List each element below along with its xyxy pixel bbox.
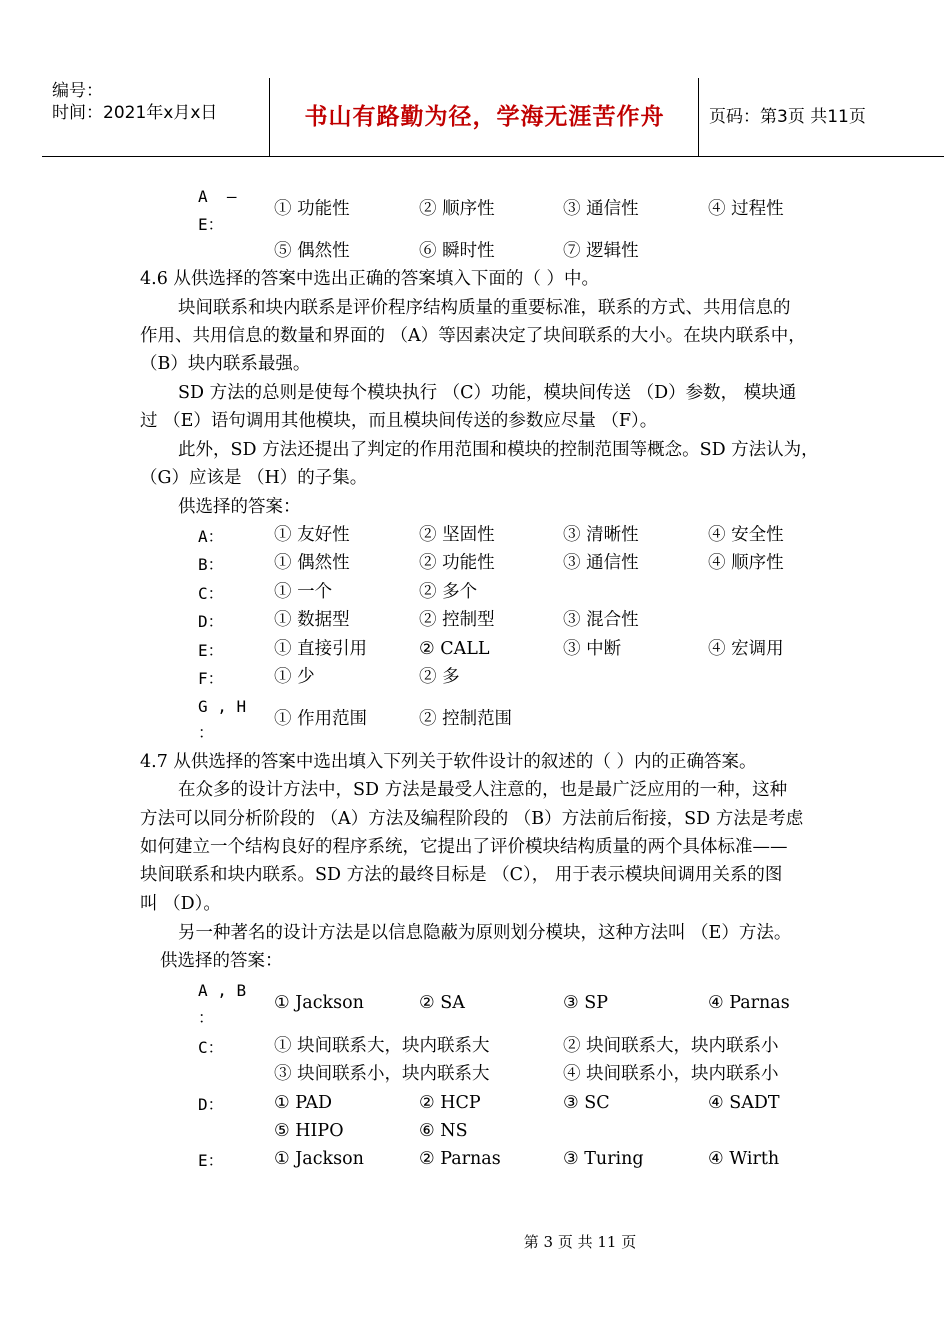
answer-option: ① 数据型 <box>274 610 350 630</box>
answer-option: ② CALL <box>419 639 490 659</box>
answer-option: ② 顺序性 <box>419 199 495 219</box>
answer-option: ② 控制范围 <box>419 709 513 729</box>
answer-option: ② Parnas <box>419 1149 501 1169</box>
answer-option: ④ 安全性 <box>708 525 784 545</box>
answer-option: ① Jackson <box>274 993 364 1013</box>
paragraph-line: 此外，SD 方法还提出了判定的作用范围和模块的控制范围等概念。SD 方法认为， <box>178 440 819 460</box>
answer-option: ② 多个 <box>419 582 478 602</box>
answer-option: ② 坚固性 <box>419 525 495 545</box>
answer-label-gh-line2: ： <box>198 723 215 742</box>
answer-label: E： <box>198 1151 224 1170</box>
answer-label: C： <box>198 1038 224 1057</box>
answer-option: ① 功能性 <box>274 199 350 219</box>
answer-option: ① 块间联系大，块内联系大 <box>274 1036 490 1056</box>
answer-option: ④ Wirth <box>708 1149 780 1169</box>
answer-label: D： <box>198 612 224 631</box>
answer-label-ab-line2: ： <box>198 1008 215 1027</box>
answer-option: ③ 混合性 <box>563 610 639 630</box>
answer-option: ④ SADT <box>708 1093 780 1113</box>
paragraph-line: 块间联系和块内联系。SD 方法的最终目标是 （C）， 用于表示模块间调用关系的图 <box>140 865 783 885</box>
answer-option: ① 友好性 <box>274 525 350 545</box>
answer-label-ab-line1: A , B <box>198 981 247 1000</box>
answer-option: ① 一个 <box>274 582 333 602</box>
answer-label: E： <box>198 641 224 660</box>
answer-option: ④ 顺序性 <box>708 553 784 573</box>
paragraph-line: 方法可以同分析阶段的 （A）方法及编程阶段的 （B）方法前后衔接，SD 方法是考虑 <box>140 809 804 829</box>
answer-option: ⑤ 偶然性 <box>274 241 350 261</box>
answer-option: ⑥ 瞬时性 <box>419 241 495 261</box>
answers-heading: 供选择的答案： <box>178 497 301 517</box>
paragraph-line: 过 （E）语句调用其他模块，而且模块间传送的参数应尽量 （F）。 <box>140 411 658 431</box>
answer-label-a-e-line2: E： <box>198 215 224 234</box>
answer-option: ② 块间联系大，块内联系小 <box>563 1036 779 1056</box>
answers-heading: 供选择的答案： <box>160 951 283 971</box>
answer-option: ④ Parnas <box>708 993 790 1013</box>
paragraph-line: SD 方法的总则是使每个模块执行 （C）功能，模块间传送 （D）参数， 模块通 <box>178 383 797 403</box>
answer-label: F： <box>198 669 224 688</box>
answer-label-a-e-line1: A – <box>198 187 237 206</box>
answer-option: ① 少 <box>274 667 315 687</box>
answer-option: ② HCP <box>419 1093 481 1113</box>
answer-option: ⑥ NS <box>419 1121 468 1141</box>
answer-option: ① Jackson <box>274 1149 364 1169</box>
header-motto: 书山有路勤为径，学海无涯苦作舟 <box>271 78 699 156</box>
document-number-label: 编号： <box>52 81 103 101</box>
page-header <box>42 78 944 157</box>
paragraph-line: 在众多的设计方法中，SD 方法是最受人注意的，也是最广泛应用的一种，这种 <box>178 780 788 800</box>
answer-option: ③ 通信性 <box>563 199 639 219</box>
answer-option: ① PAD <box>274 1093 333 1113</box>
answer-option: ① 偶然性 <box>274 553 350 573</box>
answer-option: ① 作用范围 <box>274 709 368 729</box>
answer-option: ⑤ HIPO <box>274 1121 344 1141</box>
paragraph-line: 叫 （D）。 <box>140 894 221 914</box>
answer-option: ④ 宏调用 <box>708 639 784 659</box>
paragraph-line: 如何建立一个结构良好的程序系统，它提出了评价模块结构质量的两个具体标准—— <box>140 837 788 857</box>
answer-label-gh-line1: G , H <box>198 697 247 716</box>
answer-option: ③ 清晰性 <box>563 525 639 545</box>
answer-option: ① 直接引用 <box>274 639 368 659</box>
paragraph-line: 块间联系和块内联系是评价程序结构质量的重要标准，联系的方式、共用信息的 <box>178 298 791 318</box>
answer-option: ⑦ 逻辑性 <box>563 241 639 261</box>
answer-option: ② 控制型 <box>419 610 495 630</box>
answer-label: D： <box>198 1095 224 1114</box>
answer-option: ④ 块间联系小，块内联系小 <box>563 1064 779 1084</box>
answer-option: ② 功能性 <box>419 553 495 573</box>
answer-label: C： <box>198 584 224 603</box>
paragraph-line: （B）块内联系最强。 <box>140 354 311 374</box>
answer-option: ③ Turing <box>563 1149 644 1169</box>
answer-option: ③ SP <box>563 993 609 1013</box>
paragraph-line: 作用、共用信息的数量和界面的 （A）等因素决定了块间联系的大小。在块内联系中， <box>140 326 806 346</box>
answer-option: ③ 中断 <box>563 639 622 659</box>
question-title-4-6: 4.6 从供选择的答案中选出正确的答案填入下面的（ ）中。 <box>140 269 599 289</box>
page-footer: 第 3 页 共 11 页 <box>523 1233 637 1251</box>
answer-label: A： <box>198 527 224 546</box>
answer-option: ③ 通信性 <box>563 553 639 573</box>
paragraph-line: （G）应该是 （H）的子集。 <box>140 468 368 488</box>
answer-option: ③ 块间联系小，块内联系大 <box>274 1064 490 1084</box>
answer-option: ③ SC <box>563 1093 610 1113</box>
question-title-4-7: 4.7 从供选择的答案中选出填入下列关于软件设计的叙述的（ ）内的正确答案。 <box>140 752 757 772</box>
document-time-label: 时间：2021年x月x日 <box>52 103 218 123</box>
answer-label: B： <box>198 555 224 574</box>
paragraph-line: 另一种著名的设计方法是以信息隐蔽为原则划分模块，这种方法叫 （E）方法。 <box>178 923 792 943</box>
answer-option: ② 多 <box>419 667 460 687</box>
header-meta <box>42 78 270 156</box>
answer-option: ② SA <box>419 993 465 1013</box>
answer-option: ④ 过程性 <box>708 199 784 219</box>
header-page-label: 页码：第3页 共11页 <box>709 107 866 127</box>
